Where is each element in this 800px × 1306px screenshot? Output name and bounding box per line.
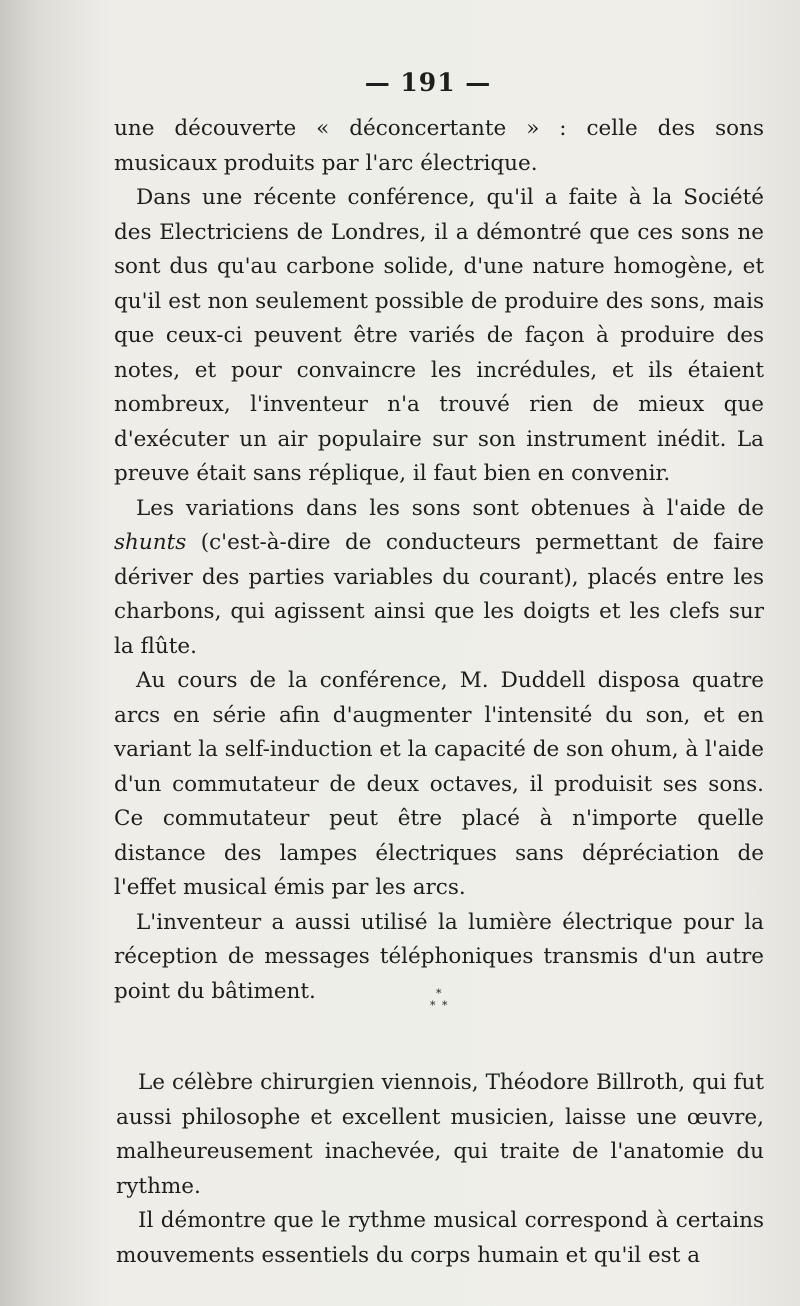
text-block-billroth [116,1066,764,1273]
paragraph-continuation: une découverte « déconcertante » : celle des sons musicaux produits par l'arc électrique. [114,116,764,176]
variations-text-end: (c'est-à-dire de conducteurs permettant de faire dériver des parties variables du courant), placés entre les charbons, qui agissent ainsi que les doigts et les clefs sur la flûte. [114,530,764,659]
text-block-duddell [114,112,764,1012]
variations-text-start: Les variations dans les sons sont obtenues à l'aide de [136,495,764,521]
paragraph-variations [114,492,764,665]
page-number: — 191 — [364,68,492,97]
paragraph-duddell-arcs: Au cours de la conférence, M. Duddell disposa quatre arcs en série afin d'augmenter l'intensité du son, et en variant la self-induction et la capacité de son ohum, à l'aide d'un commutateur de deux octaves, il produisit ses sons. Ce commutateur peut être placé à n'importe quelle distance des lampes électriques sans dépréciation de l'effet musical émis par les arcs. [114,668,764,900]
paragraph-telephone-reception: L'inventeur a aussi utilisé la lumière électrique pour la réception de messages téléphoniques transmis d'un autre point du bâtiment. [114,909,764,1004]
paragraph-billroth: Le célèbre chirurgien viennois, Théodore Billroth, qui fut aussi philosophe et excellent musicien, laisse une œuvre, malheureusement inachevée, qui traite de l'anatomie du rythme. [116,1070,764,1199]
paragraph-rhythm: Il démontre que le rythme musical correspond à certains mouvements essentiels du corps humain et qu'il est a [116,1208,764,1268]
paragraph-conference: Dans une récente conférence, qu'il a faite à la Société des Electriciens de Londres, il a démontré que ces sons ne sont dus qu'au carbone solide, d'une nature homogène, et qu'il est non seulement possible de produire des sons, mais que ceux-ci peuvent être variés de façon à produire des notes, et pour convaincre les incrédules, et ils étaient nombreux, l'inventeur n'a trouvé rien de mieux que d'exécuter un air populaire sur son instrument inédit. La preuve était sans réplique, il faut bien en convenir. [114,185,764,486]
asterism-star-top: * [436,987,442,1000]
asterism-star-right: * [442,999,448,1012]
asterism-star-left: * [430,999,436,1012]
section-separator-asterism [428,988,452,1016]
variations-italic-term: shunts [114,530,187,555]
